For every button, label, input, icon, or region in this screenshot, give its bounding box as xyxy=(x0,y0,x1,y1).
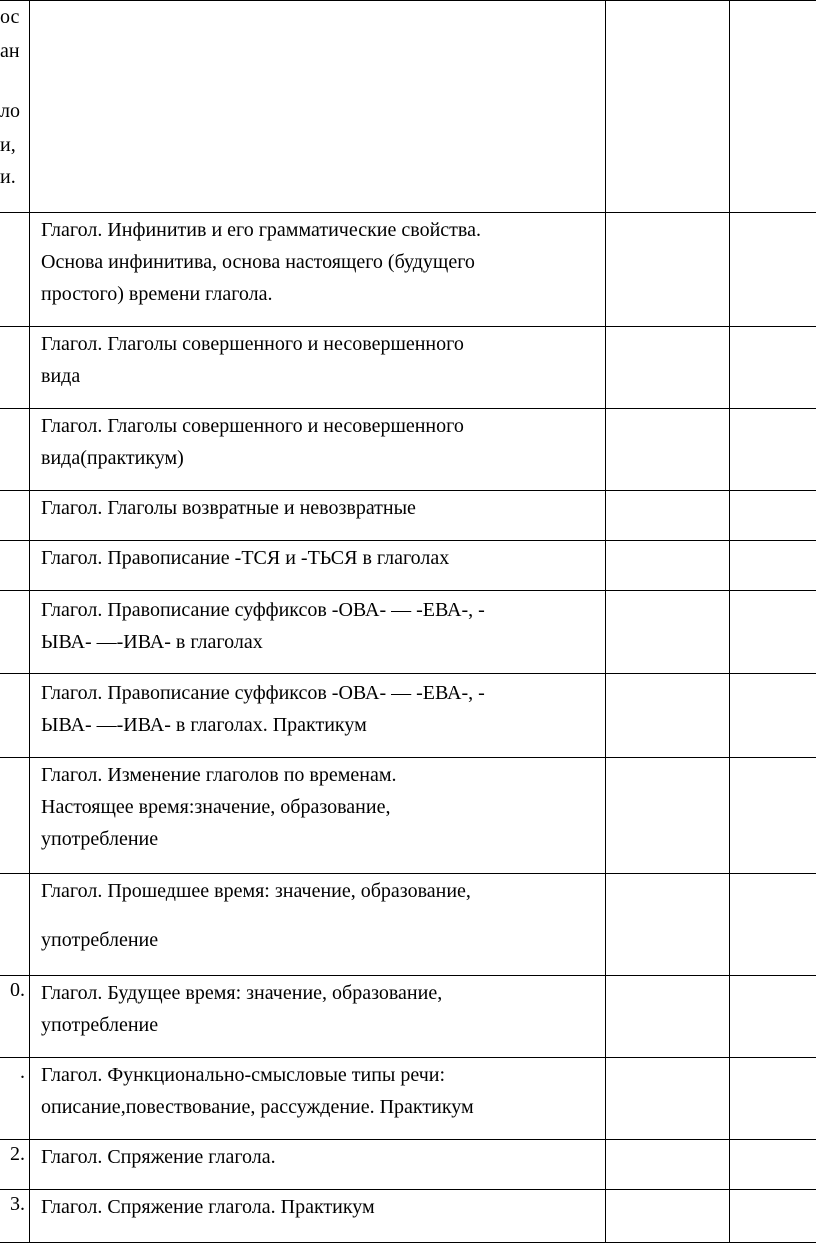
row-border xyxy=(0,1242,816,1243)
header-fragment: ан xyxy=(0,40,20,62)
topic-line: вида(практикум) xyxy=(41,447,184,469)
column-border xyxy=(29,0,30,1243)
header-fragment: и. xyxy=(0,166,16,188)
row-number: 2. xyxy=(10,1143,25,1165)
topic-line: Глагол. Правописание -ТСЯ и -ТЬСЯ в глаголах xyxy=(41,547,450,569)
row-border xyxy=(0,212,816,213)
row-border xyxy=(0,590,816,591)
row-number: 0. xyxy=(10,979,25,1001)
row-border xyxy=(0,757,816,758)
header-cell-fragments xyxy=(0,0,29,212)
row-border xyxy=(0,975,816,976)
row-border xyxy=(0,408,816,409)
row-border xyxy=(0,673,816,674)
row-number-clip xyxy=(0,1057,29,1139)
topic-line: Глагол. Прошедшее время: значение, образование, xyxy=(41,880,471,902)
topic-line: употребление xyxy=(41,929,159,951)
row-number: 3. xyxy=(10,1193,25,1215)
topic-line: ЫВА- —-ИВА- в глаголах xyxy=(41,631,263,653)
topic-line: употребление xyxy=(41,828,159,850)
topic-line: Глагол. Глаголы совершенного и несовершенного xyxy=(41,333,464,355)
header-fragment: ос xyxy=(0,6,20,28)
row-number: . xyxy=(20,1061,25,1083)
topic-line: ЫВА- —-ИВА- в глаголах. Практикум xyxy=(41,714,367,736)
row-border xyxy=(0,1057,816,1058)
column-border xyxy=(605,0,606,1243)
topic-line: Глагол. Инфинитив и его грамматические свойства. xyxy=(41,219,481,241)
topic-line: употребление xyxy=(41,1014,159,1036)
topic-line: Глагол. Правописание суффиксов -ОВА- — -ЕВА-, - xyxy=(41,682,485,704)
row-border xyxy=(0,540,816,541)
topic-line: Глагол. Изменение глаголов по временам. xyxy=(41,764,397,786)
topic-line: Глагол. Правописание суффиксов -ОВА- — -ЕВА-, - xyxy=(41,599,485,621)
topic-line: Настоящее время:значение, образование, xyxy=(41,796,391,818)
topic-line: Глагол. Будущее время: значение, образование, xyxy=(41,982,443,1004)
row-number-clip xyxy=(0,975,29,1057)
row-border xyxy=(0,326,816,327)
topic-line: Основа инфинитива, основа настоящего (будущего xyxy=(41,251,475,273)
row-number-clip xyxy=(0,1139,29,1189)
topic-line: вида xyxy=(41,365,81,387)
row-border xyxy=(0,490,816,491)
topic-line: Глагол. Спряжение глагола. xyxy=(41,1146,276,1168)
topic-line: простого) времени глагола. xyxy=(41,283,273,305)
row-border xyxy=(0,1139,816,1140)
topic-line: Глагол. Спряжение глагола. Практикум xyxy=(41,1196,375,1218)
topic-line: описание,повествование, рассуждение. Практикум xyxy=(41,1096,474,1118)
row-number-clip xyxy=(0,1189,29,1242)
header-fragment: и, xyxy=(0,134,16,156)
topic-line: Глагол. Глаголы возвратные и невозвратные xyxy=(41,497,416,519)
column-border xyxy=(729,0,730,1243)
header-fragment: ло xyxy=(0,100,20,122)
row-border xyxy=(0,0,816,1)
topic-line: Глагол. Функционально-смысловые типы речи: xyxy=(41,1064,446,1086)
row-border xyxy=(0,1189,816,1190)
row-border xyxy=(0,873,816,874)
topic-line: Глагол. Глаголы совершенного и несовершенного xyxy=(41,415,464,437)
